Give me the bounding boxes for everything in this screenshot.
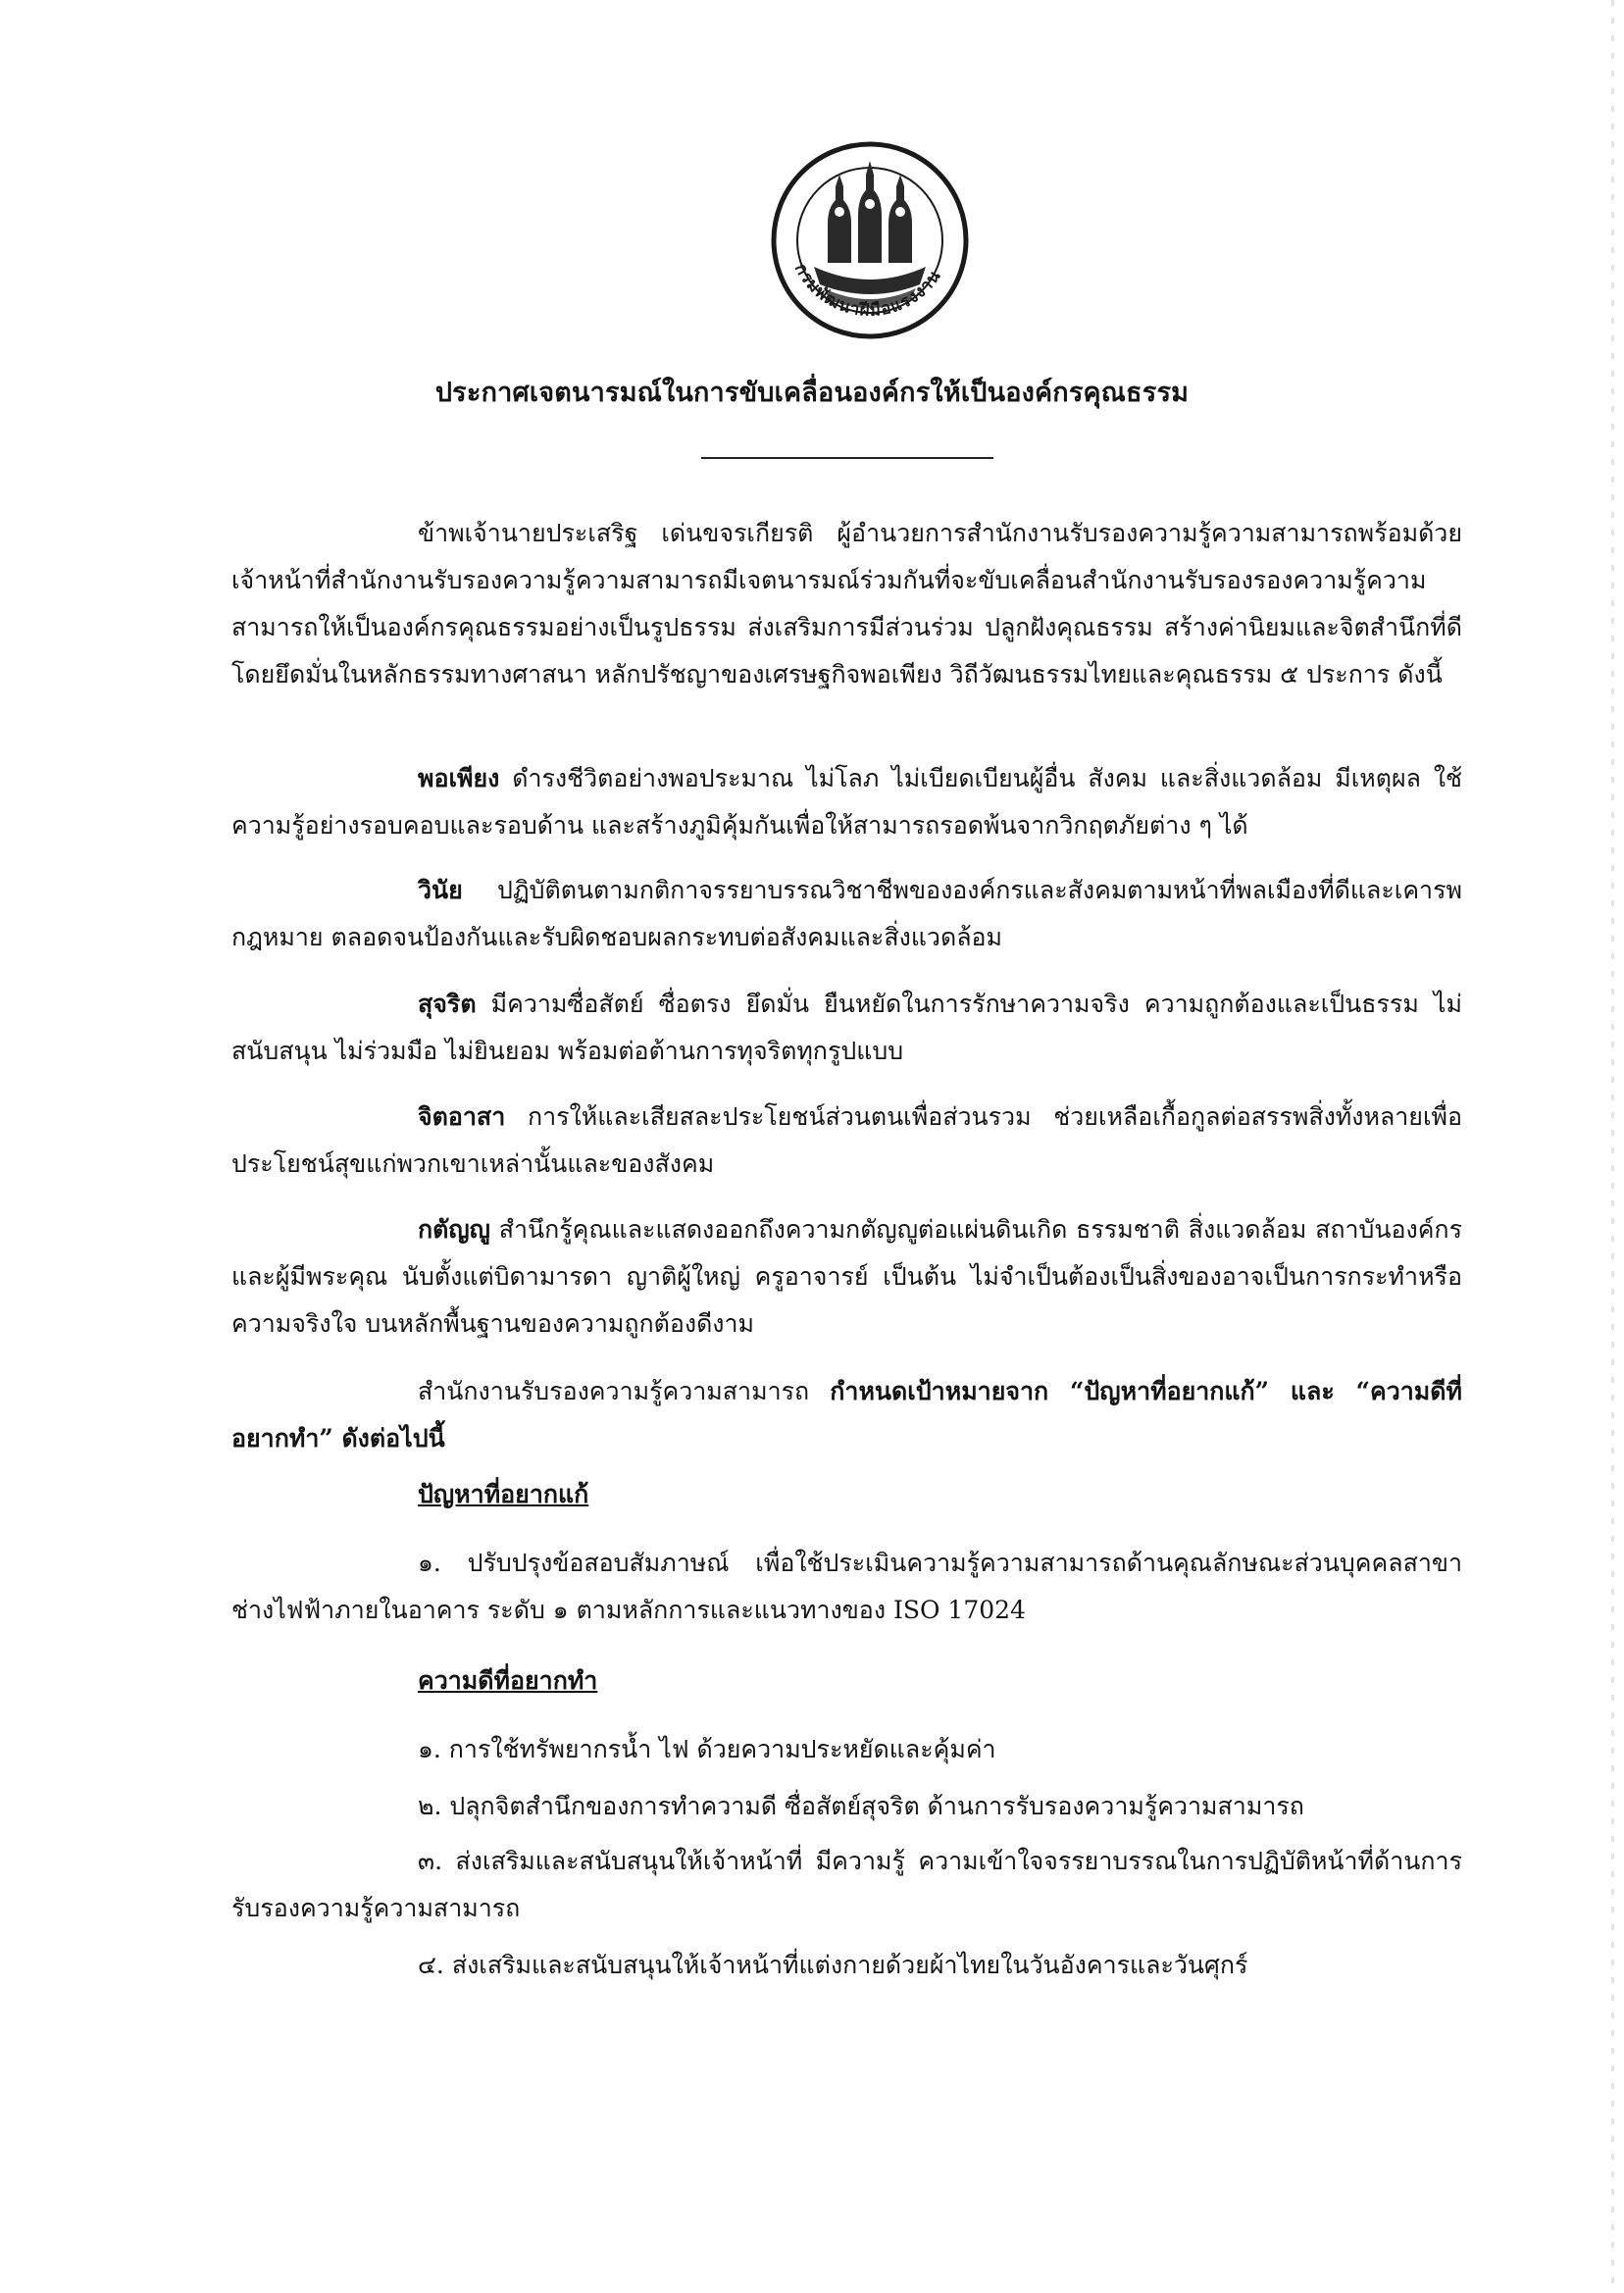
department-seal-emblem xyxy=(767,137,973,353)
good-deed-item: ๒. ปลุกจิตสำนึกของการทำความดี ซื่อสัตย์สุจริต ด้านการรับรองความรู้ความสามารถ xyxy=(418,1792,1304,1820)
virtue-sufficiency xyxy=(231,755,1462,849)
virtue-term: พอเพียง xyxy=(418,764,500,792)
virtue-term: สุจริต xyxy=(418,990,477,1018)
virtue-text: สำนึกรู้คุณและแสดงออกถึงความกตัญญูต่อแผ่นดินเกิด ธรรมชาติ สิ่งแวดล้อม สถาบันองค์กร และผู้มีพระคุณ นับตั้งแต่บิดามารดา ญาติผู้ใหญ่ ครูอาจารย์ เป็นต้น ไม่จำเป็นต้องเป็นสิ่งของอาจเป็นการกระทำหรือความจริงใจ บนหลักพื้นฐานของความถูกต้องดีงาม xyxy=(231,1215,1462,1338)
problem-item: ๑. ปรับปรุงข้อสอบสัมภาษณ์ เพื่อใช้ประเมินความรู้ความสามารถด้านคุณลักษณะส่วนบุคคลสาขาช่างไฟฟ้าภายในอาคาร ระดับ ๑ ตามหลักการและแนวทางของ ISO 17024 xyxy=(231,1549,1462,1624)
virtue-gratitude xyxy=(231,1206,1462,1348)
virtue-honesty xyxy=(231,981,1462,1075)
virtue-text: มีความซื่อสัตย์ ซื่อตรง ยึดมั่น ยืนหยัดในการรักษาความจริง ความถูกต้องและเป็นธรรม ไม่สนับสนุน ไม่ร่วมมือ ไม่ยินยอม พร้อมต่อต้านการทุจริตทุกรูปแบบ xyxy=(231,990,1462,1065)
intro-paragraph: ข้าพเจ้านายประเสริฐ เด่นขจรเกียรติ ผู้อำนวยการสำนักงานรับรองความรู้ความสามารถพร้อมด้วยเจ้าหน้าที่สำนักงานรับรองความรู้ความสามารถมีเจตนารมณ์ร่วมกันที่จะขับเคลื่อนสำนักงานรับรองรองความรู้ความสามารถให้เป็นองค์กรคุณธรรมอย่างเป็นรูปธรรม ส่งเสริมการมีส่วนร่วม ปลูกฝังคุณธรรม สร้างค่านิยมและจิตสำนึกที่ดี โดยยึดมั่นในหลักธรรมทางศาสนา หลักปรัชญาของเศรษฐกิจพอเพียง วิถีวัฒนธรรมไทยและคุณธรรม ๕ ประการ ดังนี้ xyxy=(231,519,1462,688)
good-deeds-heading: ความดีที่อยากทำ xyxy=(418,1666,598,1695)
virtue-text: ดำรงชีวิตอย่างพอประมาณ ไม่โลภ ไม่เบียดเบียนผู้อื่น สังคม และสิ่งแวดล้อม มีเหตุผล ใช้ความรู้อย่างรอบคอบและรอบด้าน และสร้างภูมิคุ้มกันเพื่อให้สามารถรอดพ้นจากวิกฤตภัยต่าง ๆ ได้ xyxy=(231,764,1462,840)
goal-bold: กำหนดเป้าหมายจาก “ปัญหาที่อยากแก้” และ “ความดีที่อยากทำ” ดังต่อไปนี้ xyxy=(231,1377,1462,1452)
title-underline-rule xyxy=(701,457,993,459)
document-title: ประกาศเจตนารมณ์ในการขับเคลื่อนองค์กรให้เป็นองค์กรคุณธรรม xyxy=(434,378,1190,408)
virtue-volunteer-spirit xyxy=(231,1094,1462,1188)
problems-heading: ปัญหาที่อยากแก้ xyxy=(418,1480,589,1508)
goal-statement xyxy=(231,1368,1462,1462)
virtue-text: การให้และเสียสละประโยชน์ส่วนตนเพื่อส่วนรวม ช่วยเหลือเกื้อกูลต่อสรรพสิ่งทั้งหลายเพื่อประโยชน์สุขแก่พวกเขาเหล่านั้นและของสังคม xyxy=(231,1102,1462,1178)
virtue-discipline xyxy=(231,867,1462,961)
virtue-term: จิตอาสา xyxy=(418,1102,506,1131)
virtue-text: ปฏิบัติตนตามกติกาจรรยาบรรณวิชาชีพขององค์กรและสังคมตามหน้าที่พลเมืองที่ดีและเคารพกฎหมาย ตลอดจนป้องกันและรับผิดชอบผลกระทบต่อสังคมและสิ่งแวดล้อม xyxy=(231,876,1462,951)
virtue-term: วินัย xyxy=(418,876,463,904)
good-deed-item: ๓. ส่งเสริมและสนับสนุนให้เจ้าหน้าที่ มีความรู้ ความเข้าใจจรรยาบรรณในการปฏิบัติหน้าที่ด้านการรับรองความรู้ความสามารถ xyxy=(231,1847,1462,1922)
scan-edge-artifact xyxy=(1611,0,1614,2293)
good-deed-item: ๑. การใช้ทรัพยากรน้ำ ไฟ ด้วยความประหยัดและคุ้มค่า xyxy=(418,1735,996,1763)
virtue-term: กตัญญู xyxy=(418,1215,490,1244)
good-deed-item: ๔. ส่งเสริมและสนับสนุนให้เจ้าหน้าที่แต่งกายด้วยผ้าไทยในวันอังคารและวันศุกร์ xyxy=(418,1951,1248,1979)
goal-lead: สำนักงานรับรองความรู้ความสามารถ xyxy=(418,1377,831,1405)
svg-text:กรมพัฒนาฝีมือแรงงาน: กรมพัฒนาฝีมือแรงงาน xyxy=(789,260,945,321)
